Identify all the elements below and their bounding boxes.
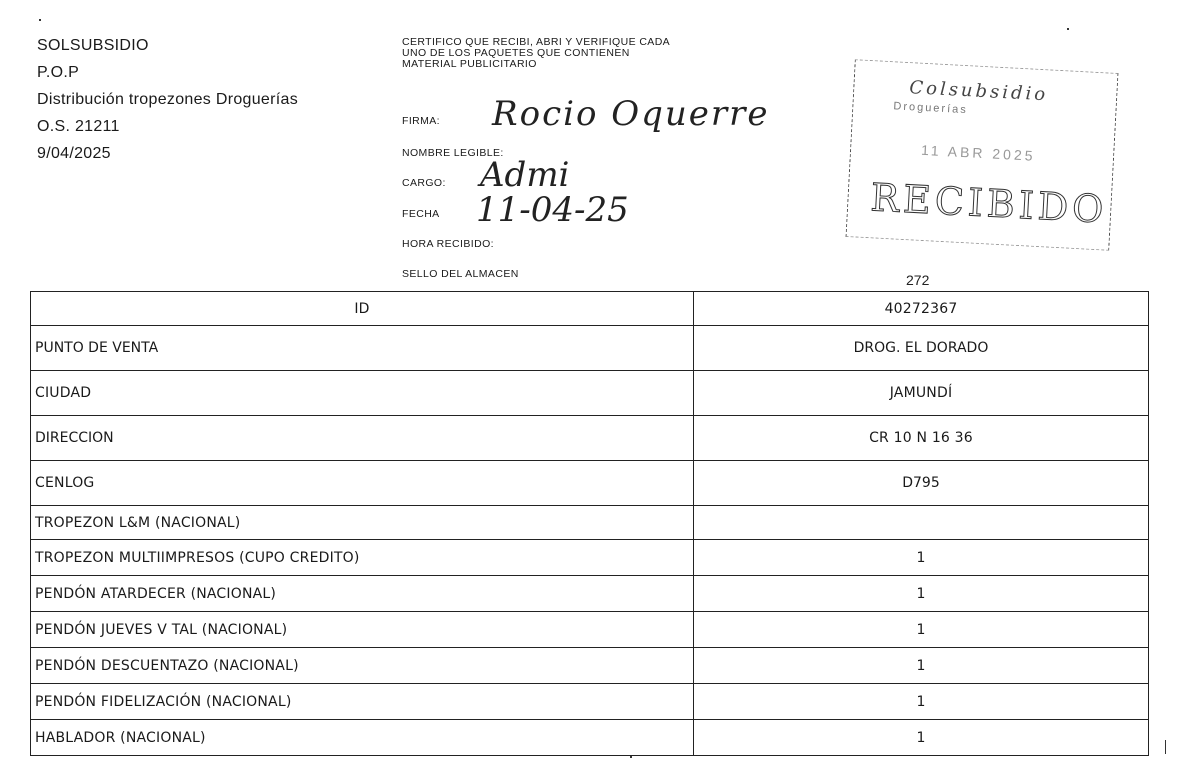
- row-label: TROPEZON L&M (NACIONAL): [31, 506, 694, 540]
- received-stamp: [846, 59, 1119, 251]
- scan-speck: [1067, 28, 1069, 30]
- row-value: 1: [694, 720, 1149, 756]
- table-row: [31, 720, 1149, 756]
- row-label: CIUDAD: [31, 371, 694, 416]
- fecha-handwritten: 11-04-25: [476, 190, 629, 230]
- program-name: P.O.P: [37, 64, 80, 81]
- table-row: [31, 461, 1149, 506]
- scan-speck: [1165, 740, 1166, 754]
- row-label: PUNTO DE VENTA: [31, 326, 694, 371]
- certificate-text: CERTIFICO QUE RECIBI, ABRI Y VERIFIQUE CADA UNO DE LOS PAQUETES QUE CONTIENEN MATERIAL PUBLICITARIO: [402, 36, 670, 70]
- firma-label: FIRMA:: [402, 115, 440, 127]
- row-value: 1: [694, 648, 1149, 684]
- table-row: [31, 540, 1149, 576]
- row-value: 1: [694, 684, 1149, 720]
- hora-recibido-label: HORA RECIBIDO:: [402, 238, 494, 250]
- table-row: [31, 371, 1149, 416]
- row-value: 40272367: [694, 292, 1149, 326]
- table-row: [31, 684, 1149, 720]
- nombre-legible-label: NOMBRE LEGIBLE:: [402, 147, 504, 159]
- document-date: 9/04/2025: [37, 145, 111, 162]
- distribution-description: Distribución tropezones Droguerías: [37, 91, 298, 108]
- table-row: [31, 326, 1149, 371]
- document-header: [37, 32, 298, 167]
- table-row: [31, 612, 1149, 648]
- fecha-label: FECHA: [402, 208, 440, 220]
- scan-speck: [39, 19, 41, 21]
- row-label: HABLADOR (NACIONAL): [31, 720, 694, 756]
- row-value: JAMUNDÍ: [694, 371, 1149, 416]
- scan-speck: [630, 756, 632, 758]
- cargo-handwritten: Admi: [480, 155, 570, 195]
- row-value: DROG. EL DORADO: [694, 326, 1149, 371]
- row-label: DIRECCION: [31, 416, 694, 461]
- row-value: CR 10 N 16 36: [694, 416, 1149, 461]
- stamp-date: 11 ABR 2025: [920, 141, 1036, 164]
- row-label: PENDÓN DESCUENTAZO (NACIONAL): [31, 648, 694, 684]
- row-label: ID: [31, 292, 694, 326]
- table-row: [31, 292, 1149, 326]
- cargo-label: CARGO:: [402, 177, 446, 189]
- company-name: SOLSUBSIDIO: [37, 37, 149, 54]
- firma-signature: Rocio Oquerre: [492, 94, 770, 134]
- row-value: 1: [694, 612, 1149, 648]
- row-value: 1: [694, 576, 1149, 612]
- stamp-logo: Colsubsidio: [908, 77, 1049, 106]
- stamp-subtitle: Droguerías: [893, 100, 969, 117]
- sello-almacen-label: SELLO DEL ALMACEN: [402, 268, 519, 280]
- stamp-status: RECIBIDO: [869, 175, 1109, 232]
- table-row: [31, 648, 1149, 684]
- page-number: 272: [906, 272, 930, 288]
- row-value: [694, 506, 1149, 540]
- delivery-table: [30, 291, 1149, 756]
- row-label: PENDÓN ATARDECER (NACIONAL): [31, 576, 694, 612]
- table-row: [31, 506, 1149, 540]
- row-value: D795: [694, 461, 1149, 506]
- table-row: [31, 416, 1149, 461]
- row-value: 1: [694, 540, 1149, 576]
- table-row: [31, 576, 1149, 612]
- row-label: TROPEZON MULTIIMPRESOS (CUPO CREDITO): [31, 540, 694, 576]
- order-number: O.S. 21211: [37, 118, 120, 135]
- row-label: CENLOG: [31, 461, 694, 506]
- row-label: PENDÓN JUEVES V TAL (NACIONAL): [31, 612, 694, 648]
- row-label: PENDÓN FIDELIZACIÓN (NACIONAL): [31, 684, 694, 720]
